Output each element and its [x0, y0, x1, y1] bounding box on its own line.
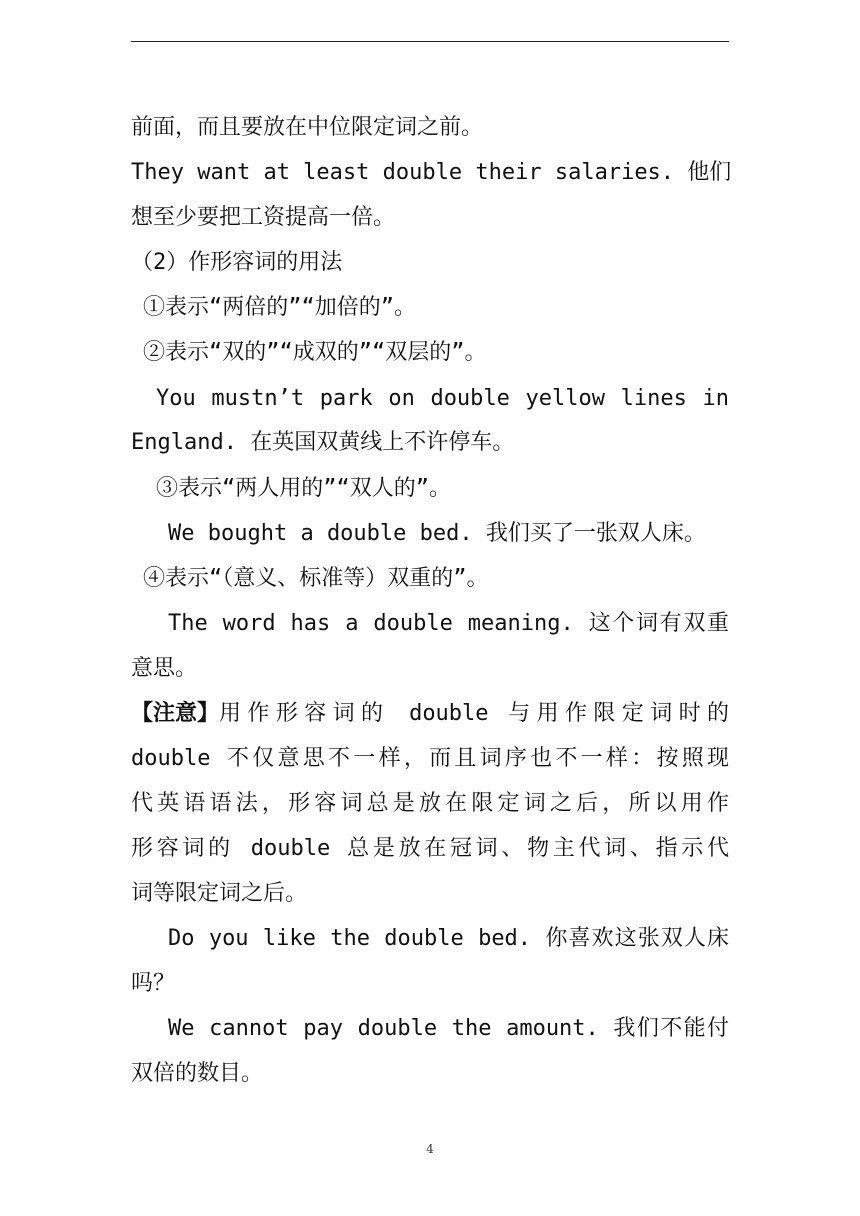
- note-text: 词等限定词之后。: [131, 881, 308, 906]
- example-sentence: The word has a double meaning. 这个词有双重: [168, 611, 729, 636]
- example-sentence: 意思。: [131, 656, 198, 681]
- header-rule: [131, 41, 729, 42]
- text-line: They want at least double their salaries. 他们: [131, 160, 732, 185]
- numbered-item: ④表示“（意义、标准等）双重的”。: [143, 566, 489, 591]
- example-sentence: 吗？: [131, 971, 176, 996]
- text-line: 想至少要把工资提高一倍。: [131, 205, 396, 230]
- text-line: 前面，而且要放在中位限定词之前。: [131, 115, 484, 140]
- numbered-item: ①表示“两倍的”“加倍的”。: [143, 295, 416, 320]
- note-paragraph-first-line: [131, 699, 729, 729]
- note-text: 用作形容词的 double 与用作限定词时的: [219, 701, 729, 726]
- example-sentence: You mustn’t park on double yellow lines in: [156, 386, 729, 411]
- note-text: double 不仅意思不一样，而且词序也不一样：按照现: [131, 746, 729, 771]
- example-sentence: We cannot pay double the amount. 我们不能付: [168, 1016, 729, 1041]
- note-text: 形容词的 double 总是放在冠词、物主代词、指示代: [131, 836, 729, 861]
- example-sentence: England. 在英国双黄线上不许停车。: [131, 430, 515, 455]
- section-heading: （2）作形容词的用法: [131, 250, 343, 275]
- numbered-item: ③表示“两人用的”“双人的”。: [156, 476, 451, 501]
- example-sentence: 双倍的数目。: [131, 1061, 264, 1086]
- numbered-item: ②表示“双的”“成双的”“双层的”。: [143, 340, 487, 365]
- example-sentence: Do you like the double bed. 你喜欢这张双人床: [168, 926, 729, 951]
- page-number: 4: [426, 1142, 434, 1156]
- example-sentence: We bought a double bed. 我们买了一张双人床。: [168, 521, 706, 546]
- note-label: 【注意】: [131, 701, 220, 726]
- note-text: 代英语语法，形容词总是放在限定词之后，所以用作: [131, 791, 729, 816]
